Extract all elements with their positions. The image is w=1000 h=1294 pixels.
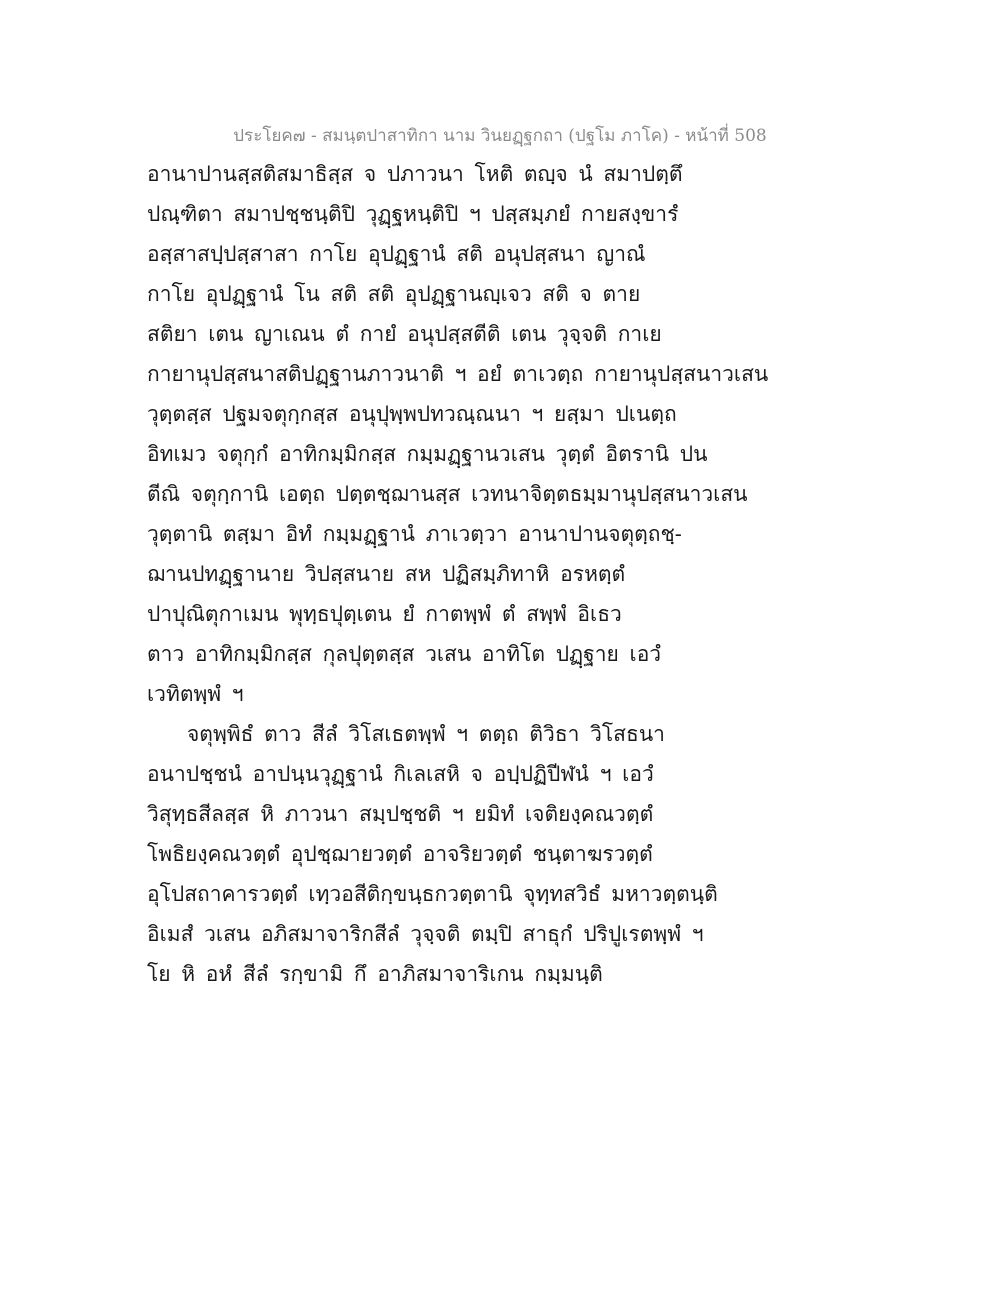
text-line: ปาปุณิตุกาเมน พุทฺธปุตฺเตน ยํ กาตพฺพํ ตํ สพฺพํ อิเธว [147, 602, 622, 626]
text-line: อุโปสถาคารวตฺตํ เทฺวอสีติกฺขนฺธกวตฺตานิ จุทฺทสวิธํ มหาวตฺตนฺติ [147, 882, 718, 906]
text-line: จตุพฺพิธํ ตาว สีลํ วิโสเธตพฺพํ ฯ ตตฺถ ติวิธา วิโสธนา [187, 722, 665, 746]
text-line: อนาปชฺชนํ อาปนฺนวุฏฺฐานํ กิเลเสหิ จ อปฺปฏิปีฬนํ ฯ เอวํ [147, 762, 654, 786]
text-line: สติยา เตน ญาเณน ตํ กายํ อนุปสฺสตีติ เตน วุจฺจติ กาเย [147, 322, 662, 346]
text-line: วิสุทฺธสีลสฺส หิ ภาวนา สมฺปชฺชติ ฯ ยมิทํ เจติยงฺคณวตฺตํ [147, 802, 654, 826]
page-body [147, 158, 847, 998]
text-line: อานาปานสฺสติสมาธิสฺส จ ปภาวนา โหติ ตญฺจ นํ สมาปตฺตึ [147, 162, 683, 186]
text-line: ตาว อาทิกมฺมิกสฺส กุลปุตฺตสฺส วเสน อาทิโต ปฏฺฐาย เอวํ [147, 642, 662, 666]
text-line: อิทเมว จตุกฺกํ อาทิกมฺมิกสฺส กมฺมฏฺฐานวเสน วุตฺตํ อิตรานิ ปน [147, 442, 708, 466]
text-line: ปณฺฑิตา สมาปชฺชนฺติปิ วุฏฺฐหนฺติปิ ฯ ปสฺสมฺภยํ กายสงฺขารํ [147, 202, 679, 226]
text-line: ตีณิ จตุกฺกานิ เอตฺถ ปตฺตชฺฌานสฺส เวทนาจิตฺตธมฺมานุปสฺสนาวเสน [147, 482, 748, 506]
paragraph [147, 718, 847, 990]
text-line: โย หิ อหํ สีลํ รกฺขามิ กึ อาภิสมาจาริเกน กมฺมนฺติ [147, 962, 603, 986]
text-line: โพธิยงฺคณวตฺตํ อุปชฺฌายวตฺตํ อาจริยวตฺตํ ชนฺตาฆรวตฺตํ [147, 842, 653, 866]
text-line: กายานุปสฺสนาสติปฏฺฐานภาวนาติ ฯ อยํ ตาเวตฺถ กายานุปสฺสนาวเสน [147, 362, 769, 386]
paragraph [147, 158, 847, 710]
text-line: วุตฺตานิ ตสฺมา อิทํ กมฺมฏฺฐานํ ภาเวตฺวา อานาปานจตุตฺถชฺ- [147, 522, 682, 546]
text-line: วุตฺตสฺส ปฐมจตุกฺกสฺส อนุปุพฺพปทวณฺณนา ฯ ยสฺมา ปเนตฺถ [147, 402, 677, 426]
page-header: ประโยค๗ - สมนฺตปาสาทิกา นาม วินยฏฺฐกถา (ปฐโม ภาโค) - หน้าที่ 508 [233, 126, 767, 146]
text-line: เวทิตพฺพํ ฯ [147, 682, 244, 706]
text-line: กาโย อุปฏฺฐานํ โน สติ สติ อุปฏฺฐานญฺเจว สติ จ ตาย [147, 282, 641, 306]
text-line: ฌานปทฏฺฐานาย วิปสฺสนาย สห ปฏิสมฺภิทาหิ อรหตฺตํ [147, 562, 626, 586]
text-line: อสฺสาสปฺปสฺสาสา กาโย อุปฏฺฐานํ สติ อนุปสฺสนา ญาณํ [147, 242, 646, 266]
text-line: อิเมสํ วเสน อภิสมาจาริกสีลํ วุจฺจติ ตมฺปิ สาธุกํ ปริปูเรตพฺพํ ฯ [147, 922, 704, 946]
